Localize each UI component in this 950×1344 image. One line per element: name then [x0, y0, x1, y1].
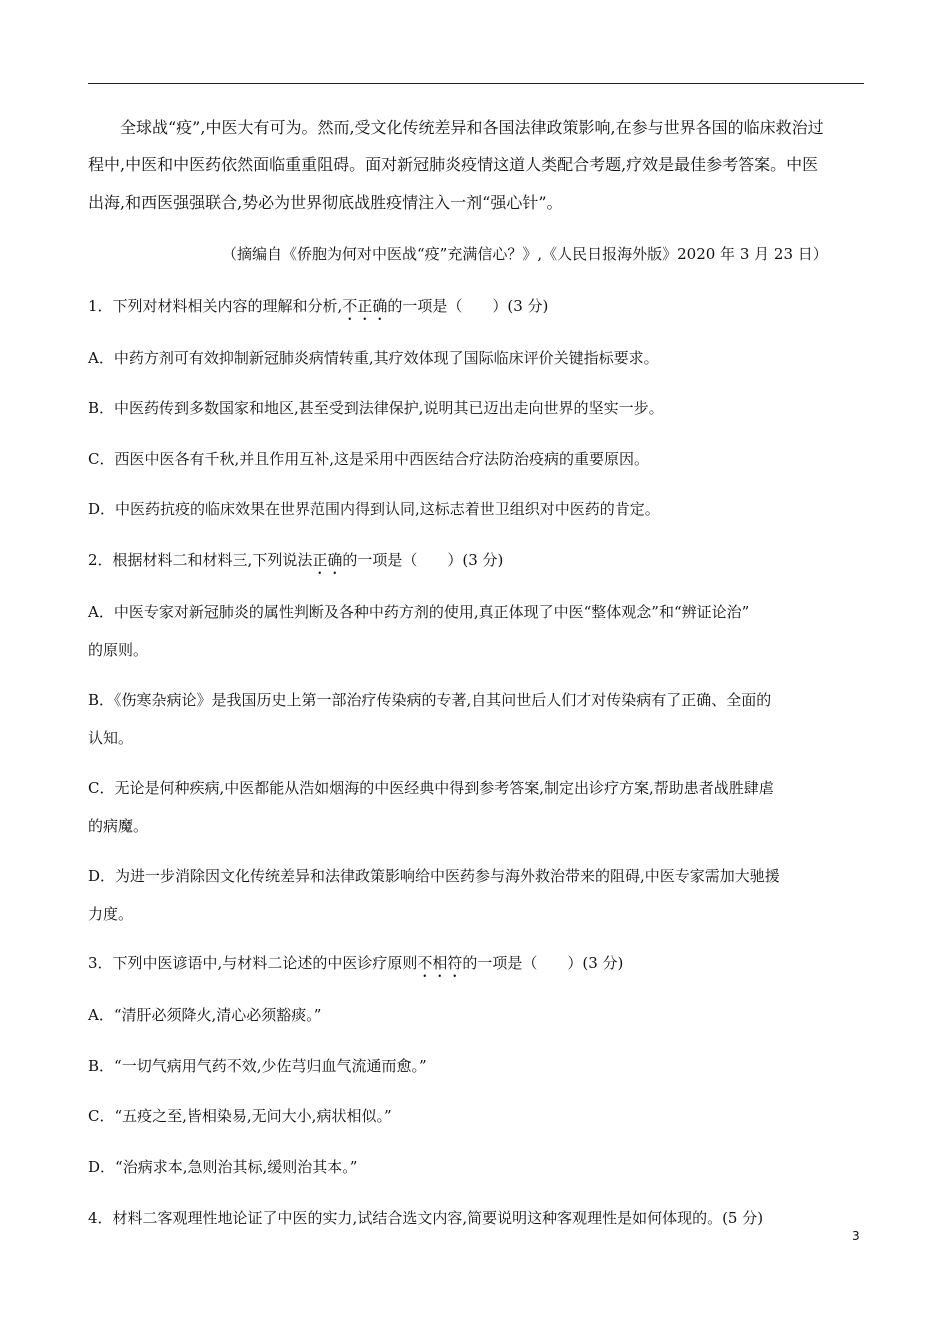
- question-2-option-d-line-2: 力度。: [88, 905, 134, 923]
- question-2-option-c-line-1: C．无论是何种疾病,中医都能从浩如烟海的中医经典中得到参考答案,制定出诊疗方案,帮助患者战胜肆虐: [88, 779, 774, 797]
- question-2-stem-after: 的一项是（ ）(3 分): [342, 551, 504, 569]
- passage-line-1: 全球战“疫”,中医大有可为。然而,受文化传统差异和各国法律政策影响,在参与世界各国的临床救治过: [120, 118, 824, 137]
- question-3-option-b: B．“一切气病用气药不效,少佐芎归血气流通而愈。”: [88, 1057, 427, 1075]
- question-1-stem-after: 的一项是（ ）(3 分): [387, 297, 549, 315]
- question-1-option-d: D．中医药抗疫的临床效果在世界范围内得到认同,这标志着世卫组织对中医药的肯定。: [88, 500, 660, 518]
- question-2-stem-before: 2．根据材料二和材料三,下列说法: [88, 551, 313, 569]
- question-4-stem: 4．材料二客观理性地论证了中医的实力,试结合选文内容,简要说明这种客观理性是如何体现的。(5 分): [88, 1209, 764, 1227]
- passage-line-2: 程中,中医和中医药依然面临重重阻碍。面对新冠肺炎疫情这道人类配合考题,疗效是最佳参考答案。中医: [88, 155, 819, 174]
- question-1-stem-before: 1．下列对材料相关内容的理解和分析,: [88, 297, 343, 315]
- question-2-option-c-line-2: 的病魔。: [88, 817, 149, 835]
- question-1-option-a: A．中药方剂可有效抑制新冠肺炎病情转重,其疗效体现了国际临床评价关键指标要求。: [88, 349, 659, 367]
- source-citation: （摘编自《侨胞为何对中医战“疫”充满信心？》,《人民日报海外版》2020 年 3 月 23 日）: [222, 245, 828, 263]
- question-2-emphasis: 正确: [312, 551, 343, 569]
- question-3-stem-after: 的一项是（ ）(3 分): [462, 954, 624, 972]
- question-2-option-a-line-1: A．中医专家对新冠肺炎的属性判断及各种中药方剂的使用,真正体现了中医“整体观念”和“辨证论治”: [88, 603, 750, 621]
- question-2-option-d-line-1: D．为进一步消除因文化传统差异和法律政策影响给中医药参与海外救治带来的阻碍,中医专家需加大驰援: [88, 867, 780, 885]
- question-2-option-a-line-2: 的原则。: [88, 641, 149, 659]
- question-3-option-d: D．“治病求本,急则治其标,缓则治其本。”: [88, 1158, 358, 1176]
- question-1-option-b: B．中医药传到多数国家和地区,甚至受到法律保护,说明其已迈出走向世界的坚实一步。: [88, 399, 664, 417]
- question-3-option-a: A．“清肝必须降火,清心必须豁痰。”: [88, 1006, 322, 1024]
- question-3-emphasis: 不相符: [417, 954, 463, 972]
- question-3-stem: [88, 953, 623, 981]
- passage-line-3: 出海,和西医强强联合,势必为世界彻底战胜疫情注入一剂“强心针”。: [88, 193, 563, 212]
- question-3-option-c: C．“五疫之至,皆相染易,无问大小,病状相似。”: [88, 1107, 392, 1125]
- question-1-stem: [88, 296, 548, 324]
- question-1-emphasis: 不正确: [342, 297, 388, 315]
- question-3-stem-before: 3．下列中医谚语中,与材料二论述的中医诊疗原则: [88, 954, 418, 972]
- question-1-option-c: C．西医中医各有千秋,并且作用互补,这是采用中西医结合疗法防治疫病的重要原因。: [88, 450, 650, 468]
- header-rule: [88, 83, 864, 84]
- question-2-stem: [88, 550, 503, 578]
- page-number: 3: [852, 1229, 860, 1243]
- question-2-option-b-line-2: 认知。: [88, 729, 134, 747]
- question-2-option-b-line-1: B．《伤寒杂病论》是我国历史上第一部治疗传染病的专著,自其问世后人们才对传染病有了正确、全面的: [88, 691, 772, 709]
